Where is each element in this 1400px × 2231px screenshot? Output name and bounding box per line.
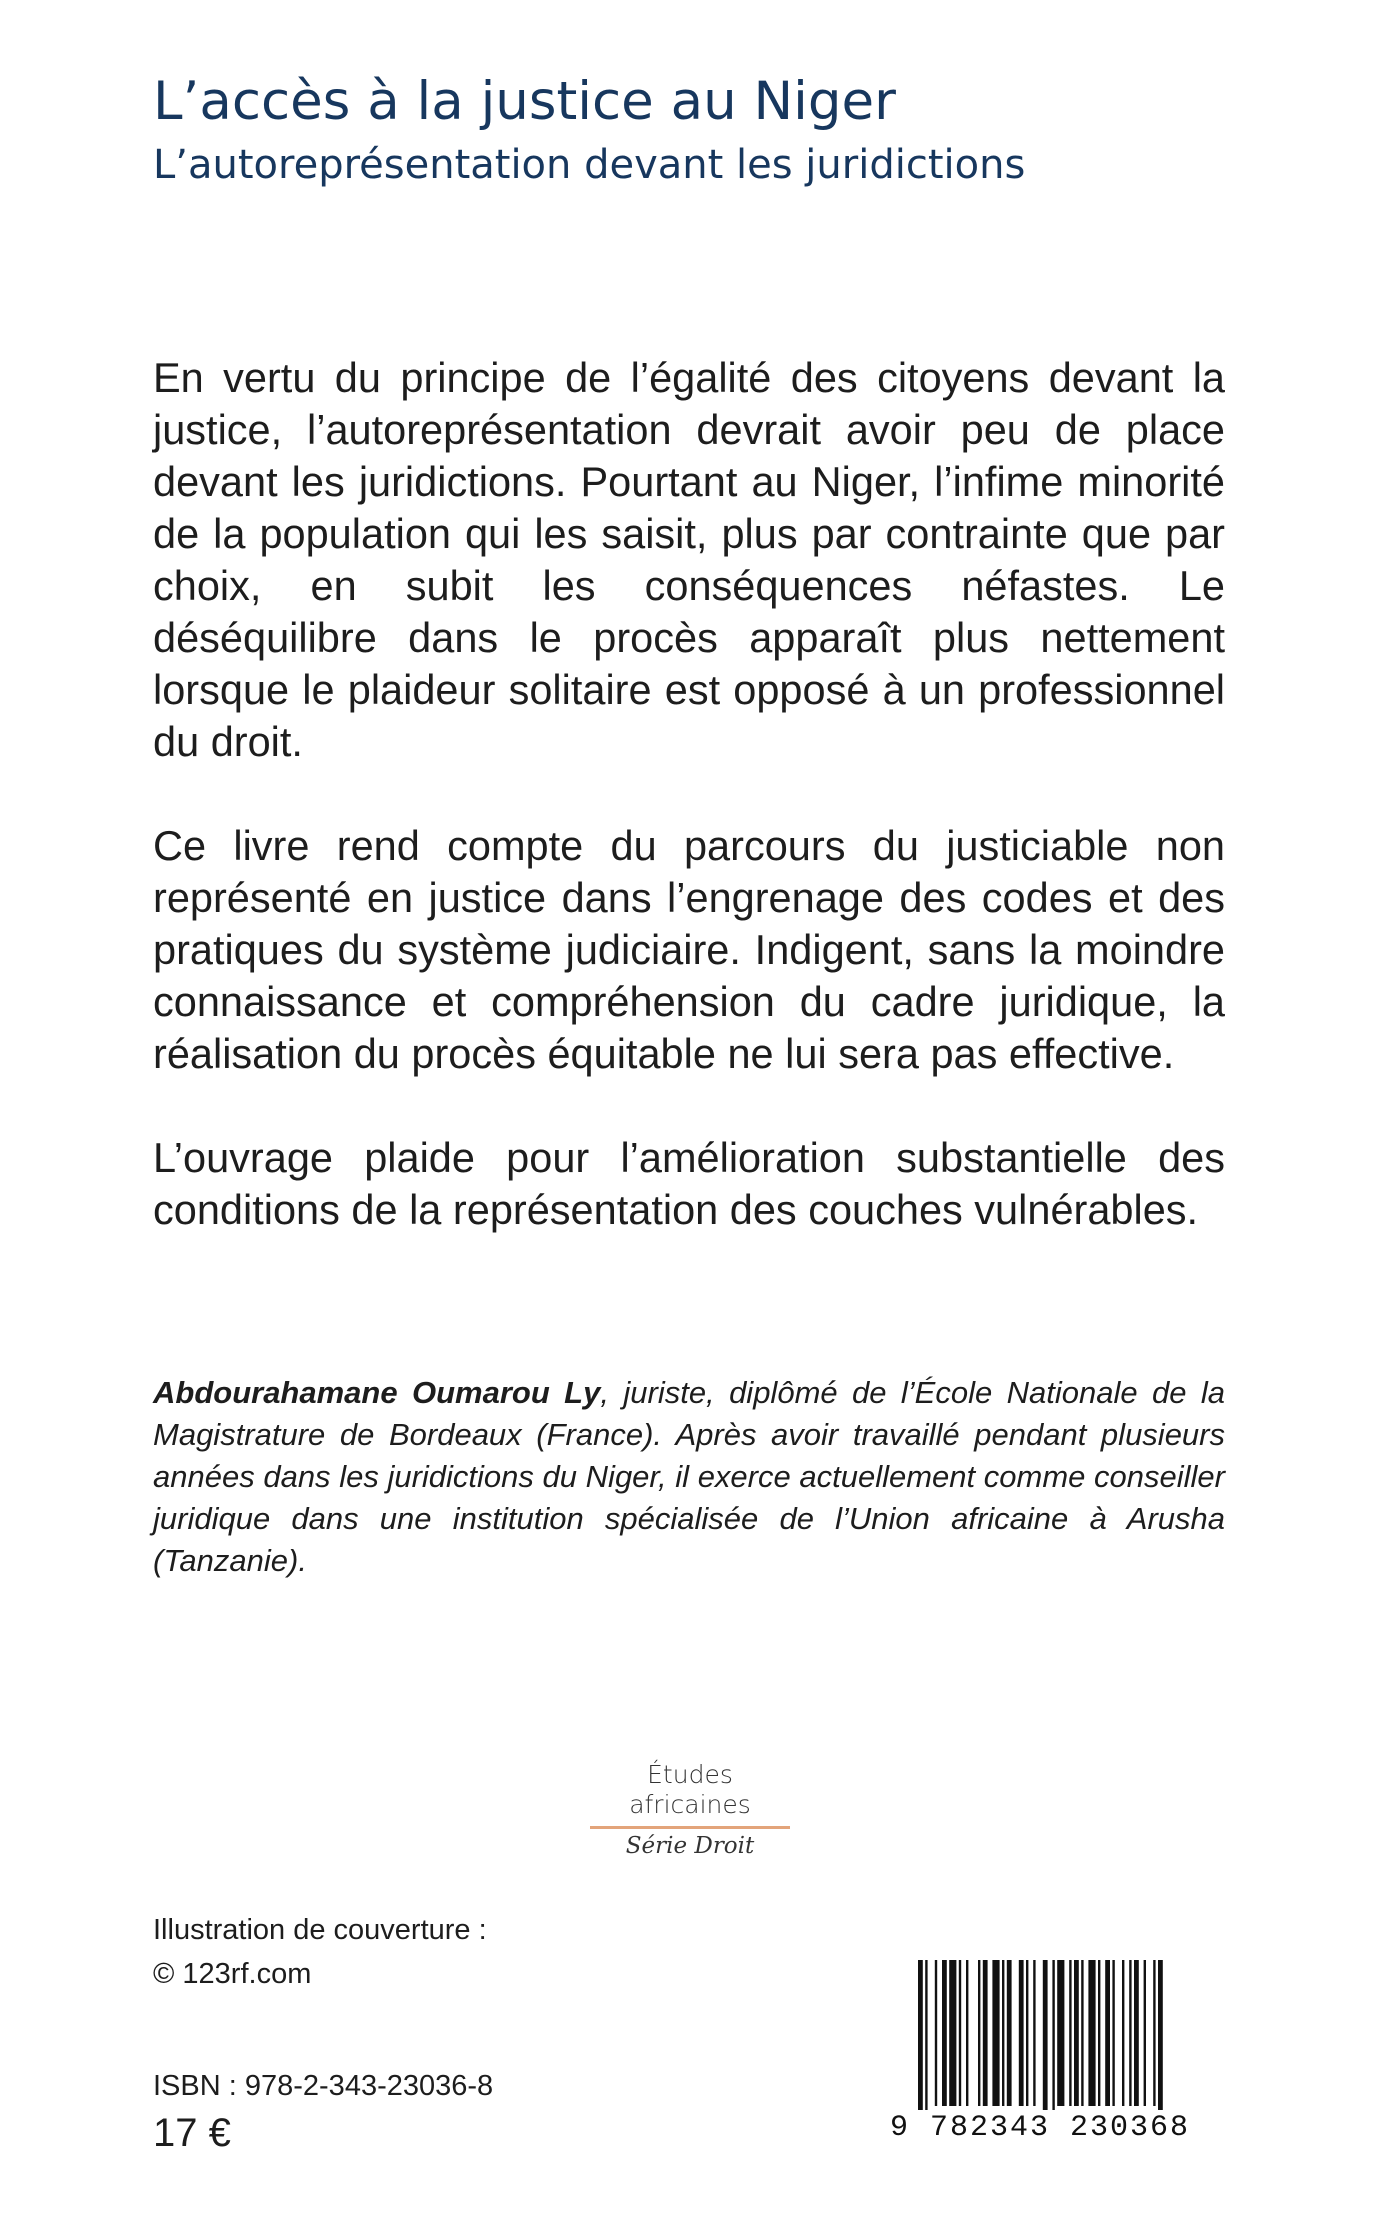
barcode-bar xyxy=(935,1960,937,2106)
barcode-bar xyxy=(1057,1960,1064,2106)
barcode-bar xyxy=(1069,1960,1071,2106)
book-summary xyxy=(153,352,1225,1288)
isbn: ISBN : 978-2-343-23036-8 xyxy=(153,2070,494,2102)
summary-paragraph: Ce livre rend compte du parcours du justiciable non représenté en justice dans l’engrenage des codes et des pratiques du système judiciaire. Indigent, sans la moindre connaissance et compréhension du cadre juridique, la réalisation du procès équitable ne lui sera pas effective. xyxy=(153,822,1225,1077)
author-bio xyxy=(153,1372,1225,1582)
barcode-bar xyxy=(925,1960,927,2110)
author-description: , juriste, diplômé de l’École Nationale de la Magistrature de Bordeaux (France). Après avoir travaillé pendant plusieurs années dans les juridictions du Niger, il exerce actuellement comme conseiller juridique dans une institution spécialisée de l’Union africaine à Arusha (Tanzanie). xyxy=(153,1375,1225,1578)
barcode-bar xyxy=(1134,1960,1139,2106)
barcode-bar xyxy=(1105,1960,1110,2106)
barcode-digits: 9 782343 230368 xyxy=(890,2111,1191,2145)
book-subtitle: L’autoreprésentation devant les juridictions xyxy=(153,142,1026,188)
series-subname: Série Droit xyxy=(625,1833,755,1859)
barcode-bar xyxy=(949,1960,956,2106)
summary-paragraph: En vertu du principe de l’égalité des citoyens devant la justice, l’autoreprésentation devrait avoir peu de place devant les juridictions. Pourtant au Niger, l’infime minorité de la population qui les saisit, plus par contrainte que par choix, en subit les conséquences néfastes. Le déséquilibre dans le procès apparaît plus nettement lorsque le plaideur solitaire est opposé à un professionnel du droit. xyxy=(153,354,1225,765)
barcode-bars xyxy=(890,1960,1236,2110)
barcode-bar xyxy=(966,1960,968,2106)
barcode-bar xyxy=(1026,1960,1028,2106)
illustration-credit xyxy=(153,1908,487,1996)
barcode-bar xyxy=(942,1960,947,2106)
barcode-bar xyxy=(1098,1960,1100,2106)
barcode-bar xyxy=(1002,1960,1004,2106)
barcode-bar xyxy=(1033,1960,1035,2106)
barcode-bar xyxy=(1081,1960,1083,2106)
barcode-bar xyxy=(1153,1960,1155,2106)
barcode-bar xyxy=(992,1960,999,2106)
price: 17 € xyxy=(153,2111,231,2155)
barcode-bar xyxy=(959,1960,961,2106)
book-title: L’accès à la justice au Niger xyxy=(153,71,896,132)
barcode-bar xyxy=(1122,1960,1124,2106)
barcode-bar xyxy=(1088,1960,1095,2106)
barcode-bar xyxy=(1019,1960,1024,2106)
barcode-bar xyxy=(1052,1960,1054,2110)
barcode-bar xyxy=(1074,1960,1079,2106)
barcode-bar xyxy=(1043,1960,1048,2110)
barcode-bar xyxy=(978,1960,980,2106)
illustration-source: © 123rf.com xyxy=(153,1958,312,1990)
illustration-label: Illustration de couverture : xyxy=(153,1914,487,1946)
barcode-bar xyxy=(1144,1960,1146,2106)
barcode-bar xyxy=(1129,1960,1131,2106)
barcode-bar xyxy=(983,1960,988,2106)
barcode-bar xyxy=(918,1960,923,2110)
barcode-bar xyxy=(1158,1960,1163,2110)
series-name: Études africaines xyxy=(590,1760,790,1829)
author-name: Abdourahamane Oumarou Ly xyxy=(153,1375,601,1410)
series-logo xyxy=(590,1760,790,1863)
barcode-bar xyxy=(1007,1960,1012,2106)
summary-paragraph: L’ouvrage plaide pour l’amélioration substantielle des conditions de la représentation des couches vulnérables. xyxy=(153,1134,1225,1233)
barcode xyxy=(890,1960,1236,2160)
barcode-bar xyxy=(1112,1960,1114,2106)
